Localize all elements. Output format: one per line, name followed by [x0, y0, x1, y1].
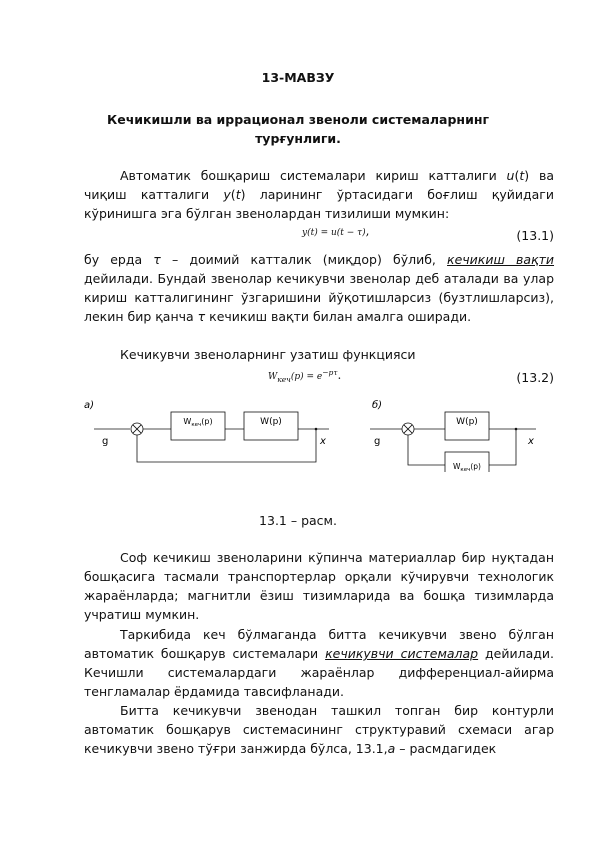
equation-suffix: .: [337, 368, 342, 382]
var-t: t: [235, 187, 241, 202]
figure-caption: 13.1 – расм.: [259, 513, 337, 528]
paragraph-5: [84, 625, 554, 701]
figure-a-block-delay-label: $W_{кеч}(p)$: [183, 417, 213, 428]
figure-ref-a: а: [387, 741, 396, 756]
equation-13-2: [268, 368, 341, 384]
text: ) ва чиқиш катталиги: [84, 168, 554, 202]
paragraph-1: [84, 166, 554, 223]
paragraph-6: [84, 701, 554, 758]
equation-formula: $W_{кеч}(p) = e^{-p\tau}$: [268, 368, 338, 384]
var-t: t: [519, 168, 525, 183]
text: дейилади. Кечишли системалардаги жараёнлар дифференциал-айирма тенгламалар ёрдамида тавсифланади.: [84, 646, 555, 699]
equation-suffix: ,: [365, 224, 370, 238]
equation-number-13-1: (13.1): [516, 228, 554, 243]
page-title: 13-МАВЗУ: [261, 70, 335, 85]
term-delay-time: кечикиш вақти: [447, 252, 555, 267]
figure-a-block-plant-label: W(p): [260, 417, 282, 427]
figure-b-input-label: g: [374, 436, 381, 447]
text: Таркибида кеч бўлмаганда битта кечикувчи звено бўлган автоматик бошқарув системалари: [84, 627, 554, 661]
text: – доимий катталик (миқдор) бўлиб,: [160, 252, 448, 267]
figure-b-block-delay-label: $W_{кеч}(p)$: [452, 462, 482, 472]
text: Битта кечикувчи звенодан ташкил топган бир контурли автоматик бошқарув системасининг структуравий схемаси агар кечикувчи звено тўғри занжирда бўлса, 13.1,: [84, 703, 554, 756]
var-y: y: [223, 187, 231, 202]
figure-b-feedback-line: [408, 435, 445, 465]
term-delay-systems: кечикувчи системалар: [325, 646, 479, 661]
paragraph-4: Соф кечикиш звеноларини кўпинча материаллар бир нуқтадан бошқасига тасмали транспортерлар орқали кўчирувчи технологик жараёнларда; магнитли ёзиш тизимларида ва бошқа тизимларда учратиш мумкин.: [84, 550, 554, 622]
equation-13-1: [302, 224, 370, 238]
text: Автоматик бошқариш системалари кириш катталиги: [120, 168, 507, 183]
var-u: u: [506, 168, 515, 183]
paragraph-3: Кечикувчи звеноларнинг узатиш функцияси: [120, 347, 416, 362]
figure-b-output-label: x: [528, 436, 534, 447]
section-subtitle: Кечикишли ва иррационал звеноли системаларнинг турғунлиги.: [107, 112, 489, 146]
text: – расмдагидек: [395, 741, 497, 756]
text: дейилади. Бундай звенолар кечикувчи звенолар деб аталади ва улар кириш катталигининг ўзгаришини йўқотишларсиз (бузтлишларсиз), лекин бир қанча: [84, 271, 554, 324]
paragraph-2: [84, 250, 554, 326]
text: (: [514, 168, 520, 183]
var-tau: τ: [197, 309, 206, 324]
equation-formula: y(t) = u(t − τ): [302, 228, 366, 238]
figure-a-label: а): [84, 400, 95, 411]
block-diagram-figure: [84, 392, 554, 472]
text: (: [230, 187, 236, 202]
figure-a-output-label: x: [320, 436, 326, 447]
text: ) ларининг ўртасидаги боғлиш қуйидаги кўринишга эга бўлган звенолардан тизилиши мумкин:: [84, 187, 554, 221]
text: бу ерда: [84, 252, 154, 267]
text: кечикиш вақти билан амалга оширади.: [205, 309, 472, 324]
figure-b-block-plant-label: W(p): [456, 417, 478, 427]
figure-b-feedback-line: [489, 429, 516, 465]
figure-b-label: б): [372, 400, 383, 411]
var-tau: τ: [153, 252, 161, 267]
figure-a-input-label: g: [102, 436, 109, 447]
equation-number-13-2: (13.2): [516, 370, 554, 385]
